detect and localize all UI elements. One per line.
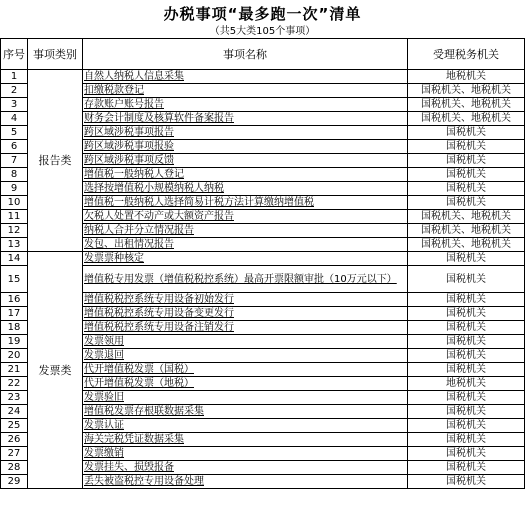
category-report: 报告类 [28, 70, 83, 252]
row-authority: 地税机关 [408, 70, 525, 84]
row-no: 2 [1, 84, 28, 98]
row-name: 扣缴税款登记 [83, 84, 408, 98]
row-name: 增值税发票存根联数据采集 [83, 405, 408, 419]
row-no: 4 [1, 112, 28, 126]
table-header-row [1, 39, 525, 70]
row-name: 发票认证 [83, 419, 408, 433]
row-authority: 国税机关、地税机关 [408, 224, 525, 238]
row-no: 3 [1, 98, 28, 112]
row-authority: 国税机关、地税机关 [408, 98, 525, 112]
row-name: 纳税人合并分立情况报告 [83, 224, 408, 238]
row-name: 代开增值税发票（地税） [83, 377, 408, 391]
row-no: 16 [1, 293, 28, 307]
row-authority: 国税机关 [408, 461, 525, 475]
header-name: 事项名称 [83, 39, 408, 70]
row-name: 跨区域涉税事项反馈 [83, 154, 408, 168]
row-no: 1 [1, 70, 28, 84]
row-name: 丢失被盗税控专用设备处理 [83, 475, 408, 489]
row-no: 17 [1, 307, 28, 321]
row-authority: 国税机关、地税机关 [408, 238, 525, 252]
row-no: 19 [1, 335, 28, 349]
header-category: 事项类别 [28, 39, 83, 70]
row-no: 23 [1, 391, 28, 405]
row-name: 发包、出租情况报告 [83, 238, 408, 252]
row-no: 10 [1, 196, 28, 210]
row-authority: 国税机关 [408, 196, 525, 210]
row-name: 发票验旧 [83, 391, 408, 405]
row-no: 22 [1, 377, 28, 391]
row-authority: 国税机关 [408, 391, 525, 405]
row-name: 增值税专用发票（增值税税控系统）最高开票限额审批（10万元以下） [83, 266, 408, 293]
row-authority: 国税机关、地税机关 [408, 112, 525, 126]
row-no: 28 [1, 461, 28, 475]
row-name: 发票挂失、损毁报备 [83, 461, 408, 475]
row-no: 24 [1, 405, 28, 419]
row-no: 6 [1, 140, 28, 154]
row-name: 跨区域涉税事项报告 [83, 126, 408, 140]
row-authority: 国税机关 [408, 321, 525, 335]
row-name: 选择按增值税小规模纳税人纳税 [83, 182, 408, 196]
row-no: 18 [1, 321, 28, 335]
row-name: 存款账户账号报告 [83, 98, 408, 112]
row-authority: 国税机关 [408, 405, 525, 419]
row-authority: 国税机关 [408, 266, 525, 293]
row-no: 9 [1, 182, 28, 196]
row-no: 29 [1, 475, 28, 489]
row-authority: 国税机关 [408, 475, 525, 489]
row-name: 跨区域涉税事项报验 [83, 140, 408, 154]
row-no: 8 [1, 168, 28, 182]
row-authority: 国税机关 [408, 335, 525, 349]
row-name: 发票退回 [83, 349, 408, 363]
matters-table [0, 38, 525, 489]
row-authority: 国税机关 [408, 140, 525, 154]
row-name: 增值税税控系统专用设备变更发行 [83, 307, 408, 321]
row-no: 15 [1, 266, 28, 293]
row-no: 21 [1, 363, 28, 377]
row-name: 增值税税控系统专用设备注销发行 [83, 321, 408, 335]
row-name: 增值税税控系统专用设备初始发行 [83, 293, 408, 307]
row-name: 发票领用 [83, 335, 408, 349]
row-no: 13 [1, 238, 28, 252]
row-authority: 国税机关 [408, 154, 525, 168]
row-name: 财务会计制度及核算软件备案报告 [83, 112, 408, 126]
header-no: 序号 [1, 39, 28, 70]
row-authority: 国税机关、地税机关 [408, 210, 525, 224]
row-name: 发票票种核定 [83, 252, 408, 266]
table-row [1, 70, 525, 84]
row-authority: 国税机关 [408, 182, 525, 196]
row-authority: 国税机关 [408, 252, 525, 266]
row-no: 14 [1, 252, 28, 266]
row-name: 发票缴销 [83, 447, 408, 461]
row-authority: 国税机关 [408, 447, 525, 461]
category-invoice: 发票类 [28, 252, 83, 489]
row-name: 增值税一般纳税人选择简易计税方法计算缴纳增值税 [83, 196, 408, 210]
row-no: 27 [1, 447, 28, 461]
row-no: 7 [1, 154, 28, 168]
row-authority: 国税机关 [408, 126, 525, 140]
row-no: 25 [1, 419, 28, 433]
row-authority: 国税机关 [408, 433, 525, 447]
row-name: 增值税一般纳税人登记 [83, 168, 408, 182]
row-name: 海关完税凭证数据采集 [83, 433, 408, 447]
table-row [1, 252, 525, 266]
row-name: 代开增值税发票（国税） [83, 363, 408, 377]
row-no: 5 [1, 126, 28, 140]
row-authority: 国税机关、地税机关 [408, 84, 525, 98]
header-authority: 受理税务机关 [408, 39, 525, 70]
page-title: 办税事项“最多跑一次”清单 [163, 5, 362, 23]
page-subtitle: （共5大类105个事项） [209, 26, 316, 37]
row-no: 11 [1, 210, 28, 224]
row-authority: 地税机关 [408, 377, 525, 391]
row-no: 26 [1, 433, 28, 447]
row-authority: 国税机关 [408, 363, 525, 377]
row-name: 自然人纳税人信息采集 [83, 70, 408, 84]
row-authority: 国税机关 [408, 168, 525, 182]
row-name: 欠税人处置不动产或大额资产报告 [83, 210, 408, 224]
row-authority: 国税机关 [408, 307, 525, 321]
row-authority: 国税机关 [408, 293, 525, 307]
row-no: 20 [1, 349, 28, 363]
row-authority: 国税机关 [408, 419, 525, 433]
row-no: 12 [1, 224, 28, 238]
row-authority: 国税机关 [408, 349, 525, 363]
